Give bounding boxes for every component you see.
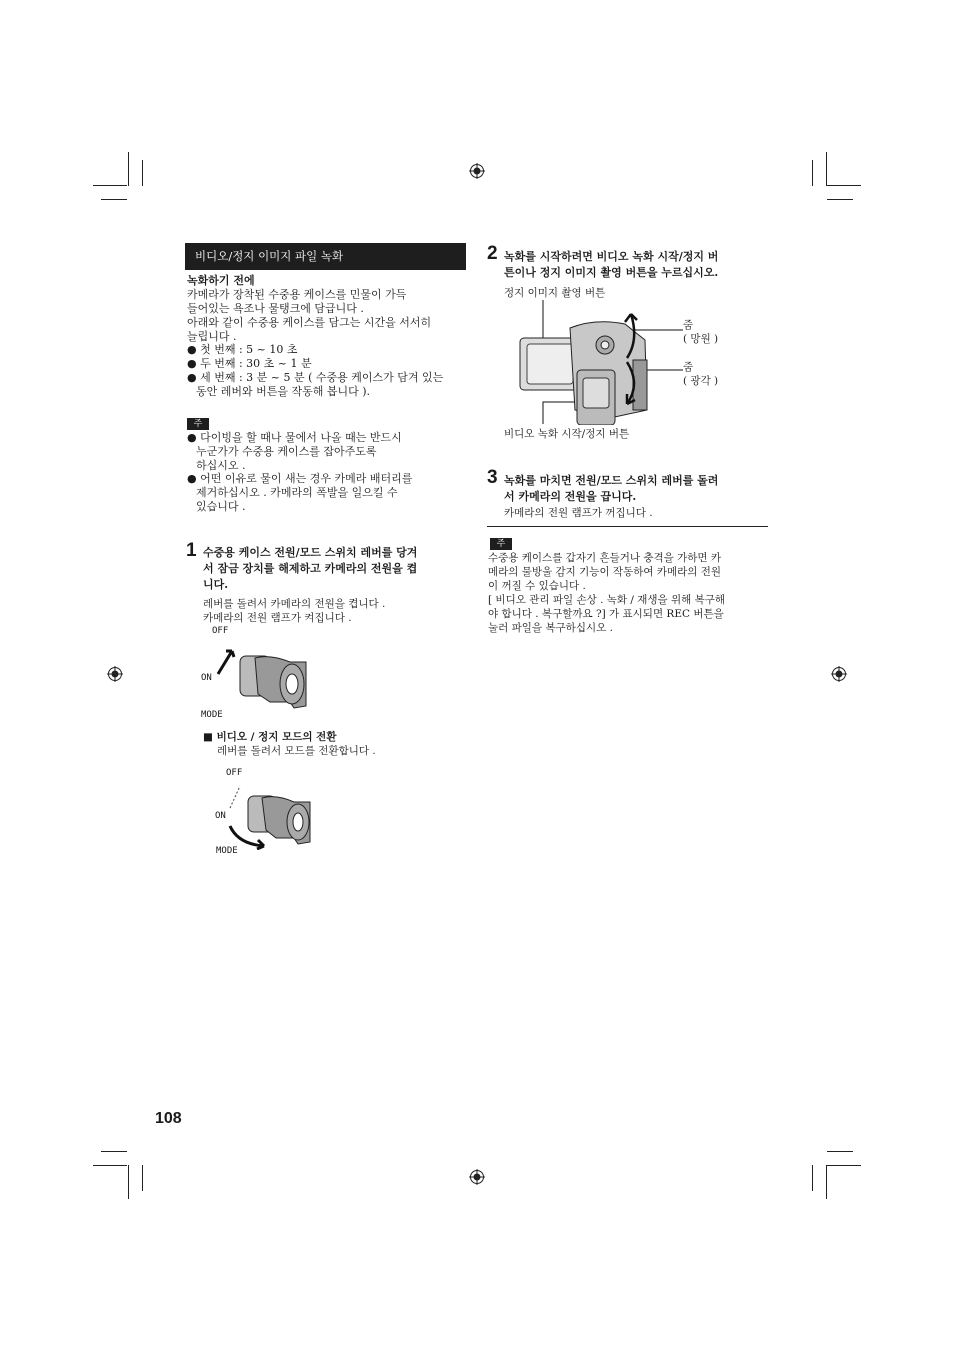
figure-label-off: OFF <box>226 768 243 778</box>
step-number: 2 <box>487 243 498 264</box>
step-number: 3 <box>487 467 498 488</box>
note-line: [ 비디오 관리 파일 손상 . 녹화 / 재생을 위해 복구해 <box>488 594 726 606</box>
note-line: 야 합니다 . 복구할까요 ?] 가 표시되면 REC 버튼을 <box>488 608 724 620</box>
step2-title-line: 녹화를 시작하려면 비디오 녹화 시작/정지 버 <box>504 250 719 263</box>
before-line: 카메라가 장착된 수중용 케이스를 민물이 가득 <box>187 288 407 301</box>
note-line: 하십시오 . <box>196 459 246 472</box>
note-line: 누군가가 수중용 케이스를 잡아주도록 <box>196 445 377 458</box>
label-still-image-button: 정지 이미지 촬영 버튼 <box>504 287 606 299</box>
note-line: 있습니다 . <box>196 500 246 513</box>
camera-housing-illustration <box>515 300 685 425</box>
list-item-continued: 동안 레버와 버튼을 작동해 봅니다 ). <box>196 385 371 398</box>
label-tele: ( 망원 ) <box>683 333 719 345</box>
step2-title-line: 튼이나 정지 이미지 촬영 버튼을 누르십시오. <box>504 266 719 279</box>
figure-label-mode: MODE <box>216 846 238 856</box>
note-line: 제거하십시오 . 카메라의 폭발을 일으킬 수 <box>196 486 398 499</box>
step1-title-line: 수중용 케이스 전원/모드 스위치 레버를 당겨 <box>203 546 418 559</box>
subsection-body: 레버를 돌려서 모드를 전환합니다 . <box>217 745 376 757</box>
before-recording-heading: 녹화하기 전에 <box>187 274 255 287</box>
step-number: 1 <box>186 540 197 561</box>
note-line: 수중용 케이스를 갑자기 흔들거나 충격을 가하면 카 <box>488 552 722 564</box>
power-lever-illustration <box>210 636 320 716</box>
page-number: 108 <box>155 1110 182 1127</box>
note-line: ● 어떤 이유로 물이 새는 경우 카메라 배터리를 <box>187 472 413 485</box>
note-line: ● 다이빙을 할 때나 물에서 나올 때는 반드시 <box>187 431 402 444</box>
note-label: 주 <box>187 418 209 430</box>
subsection-title: ■ 비디오 / 정지 모드의 전환 <box>203 731 337 743</box>
step1-title-line: 니다. <box>203 578 229 591</box>
step3-title-line: 서 카메라의 전원을 끕니다. <box>504 490 637 503</box>
figure-label-mode: MODE <box>201 710 223 720</box>
note-line: 이 꺼질 수 있습니다 . <box>488 580 586 592</box>
figure-label-on: ON <box>215 811 226 821</box>
label-wide: ( 광각 ) <box>683 375 719 387</box>
label-zoom: 줌 <box>683 319 694 331</box>
before-line: 들어있는 욕조나 물탱크에 담급니다 . <box>187 302 364 315</box>
note-line: 눌러 파일을 복구하십시오 . <box>488 622 613 634</box>
list-item: ● 세 번째 : 3 분 ~ 5 분 ( 수중용 케이스가 담겨 있는 <box>187 371 444 384</box>
registration-mark-icon <box>831 666 847 682</box>
section-title: 비디오/정지 이미지 파일 녹화 <box>185 243 466 270</box>
divider <box>487 526 768 527</box>
step1-body-line: 카메라의 전원 램프가 켜집니다 . <box>203 612 352 624</box>
step1-body-line: 레버를 돌려서 카메라의 전원을 켭니다 . <box>203 598 386 610</box>
step3-title-line: 녹화를 마치면 전원/모드 스위치 레버를 돌려 <box>504 474 719 487</box>
note-line: 메라의 물방울 감지 기능이 작동하여 카메라의 전원 <box>488 566 722 578</box>
note-label: 주 <box>490 538 512 550</box>
label-video-record-button: 비디오 녹화 시작/정지 버튼 <box>504 428 630 440</box>
list-item: ● 두 번째 : 30 초 ~ 1 분 <box>187 357 312 370</box>
registration-mark-icon <box>469 1169 485 1185</box>
label-zoom: 줌 <box>683 361 694 373</box>
before-line: 아래와 같이 수중용 케이스를 담그는 시간을 서서히 <box>187 316 432 329</box>
list-item: ● 첫 번째 : 5 ~ 10 초 <box>187 343 298 356</box>
registration-mark-icon <box>469 163 485 179</box>
figure-label-off: OFF <box>212 626 229 636</box>
mode-switch-illustration <box>224 778 324 850</box>
registration-mark-icon <box>107 666 123 682</box>
figure-label-on: ON <box>201 673 212 683</box>
step1-title-line: 서 잠금 장치를 해제하고 카메라의 전원을 켭 <box>203 562 418 575</box>
step3-body: 카메라의 전원 램프가 꺼집니다 . <box>504 507 653 519</box>
before-line: 늘립니다 . <box>187 330 237 343</box>
